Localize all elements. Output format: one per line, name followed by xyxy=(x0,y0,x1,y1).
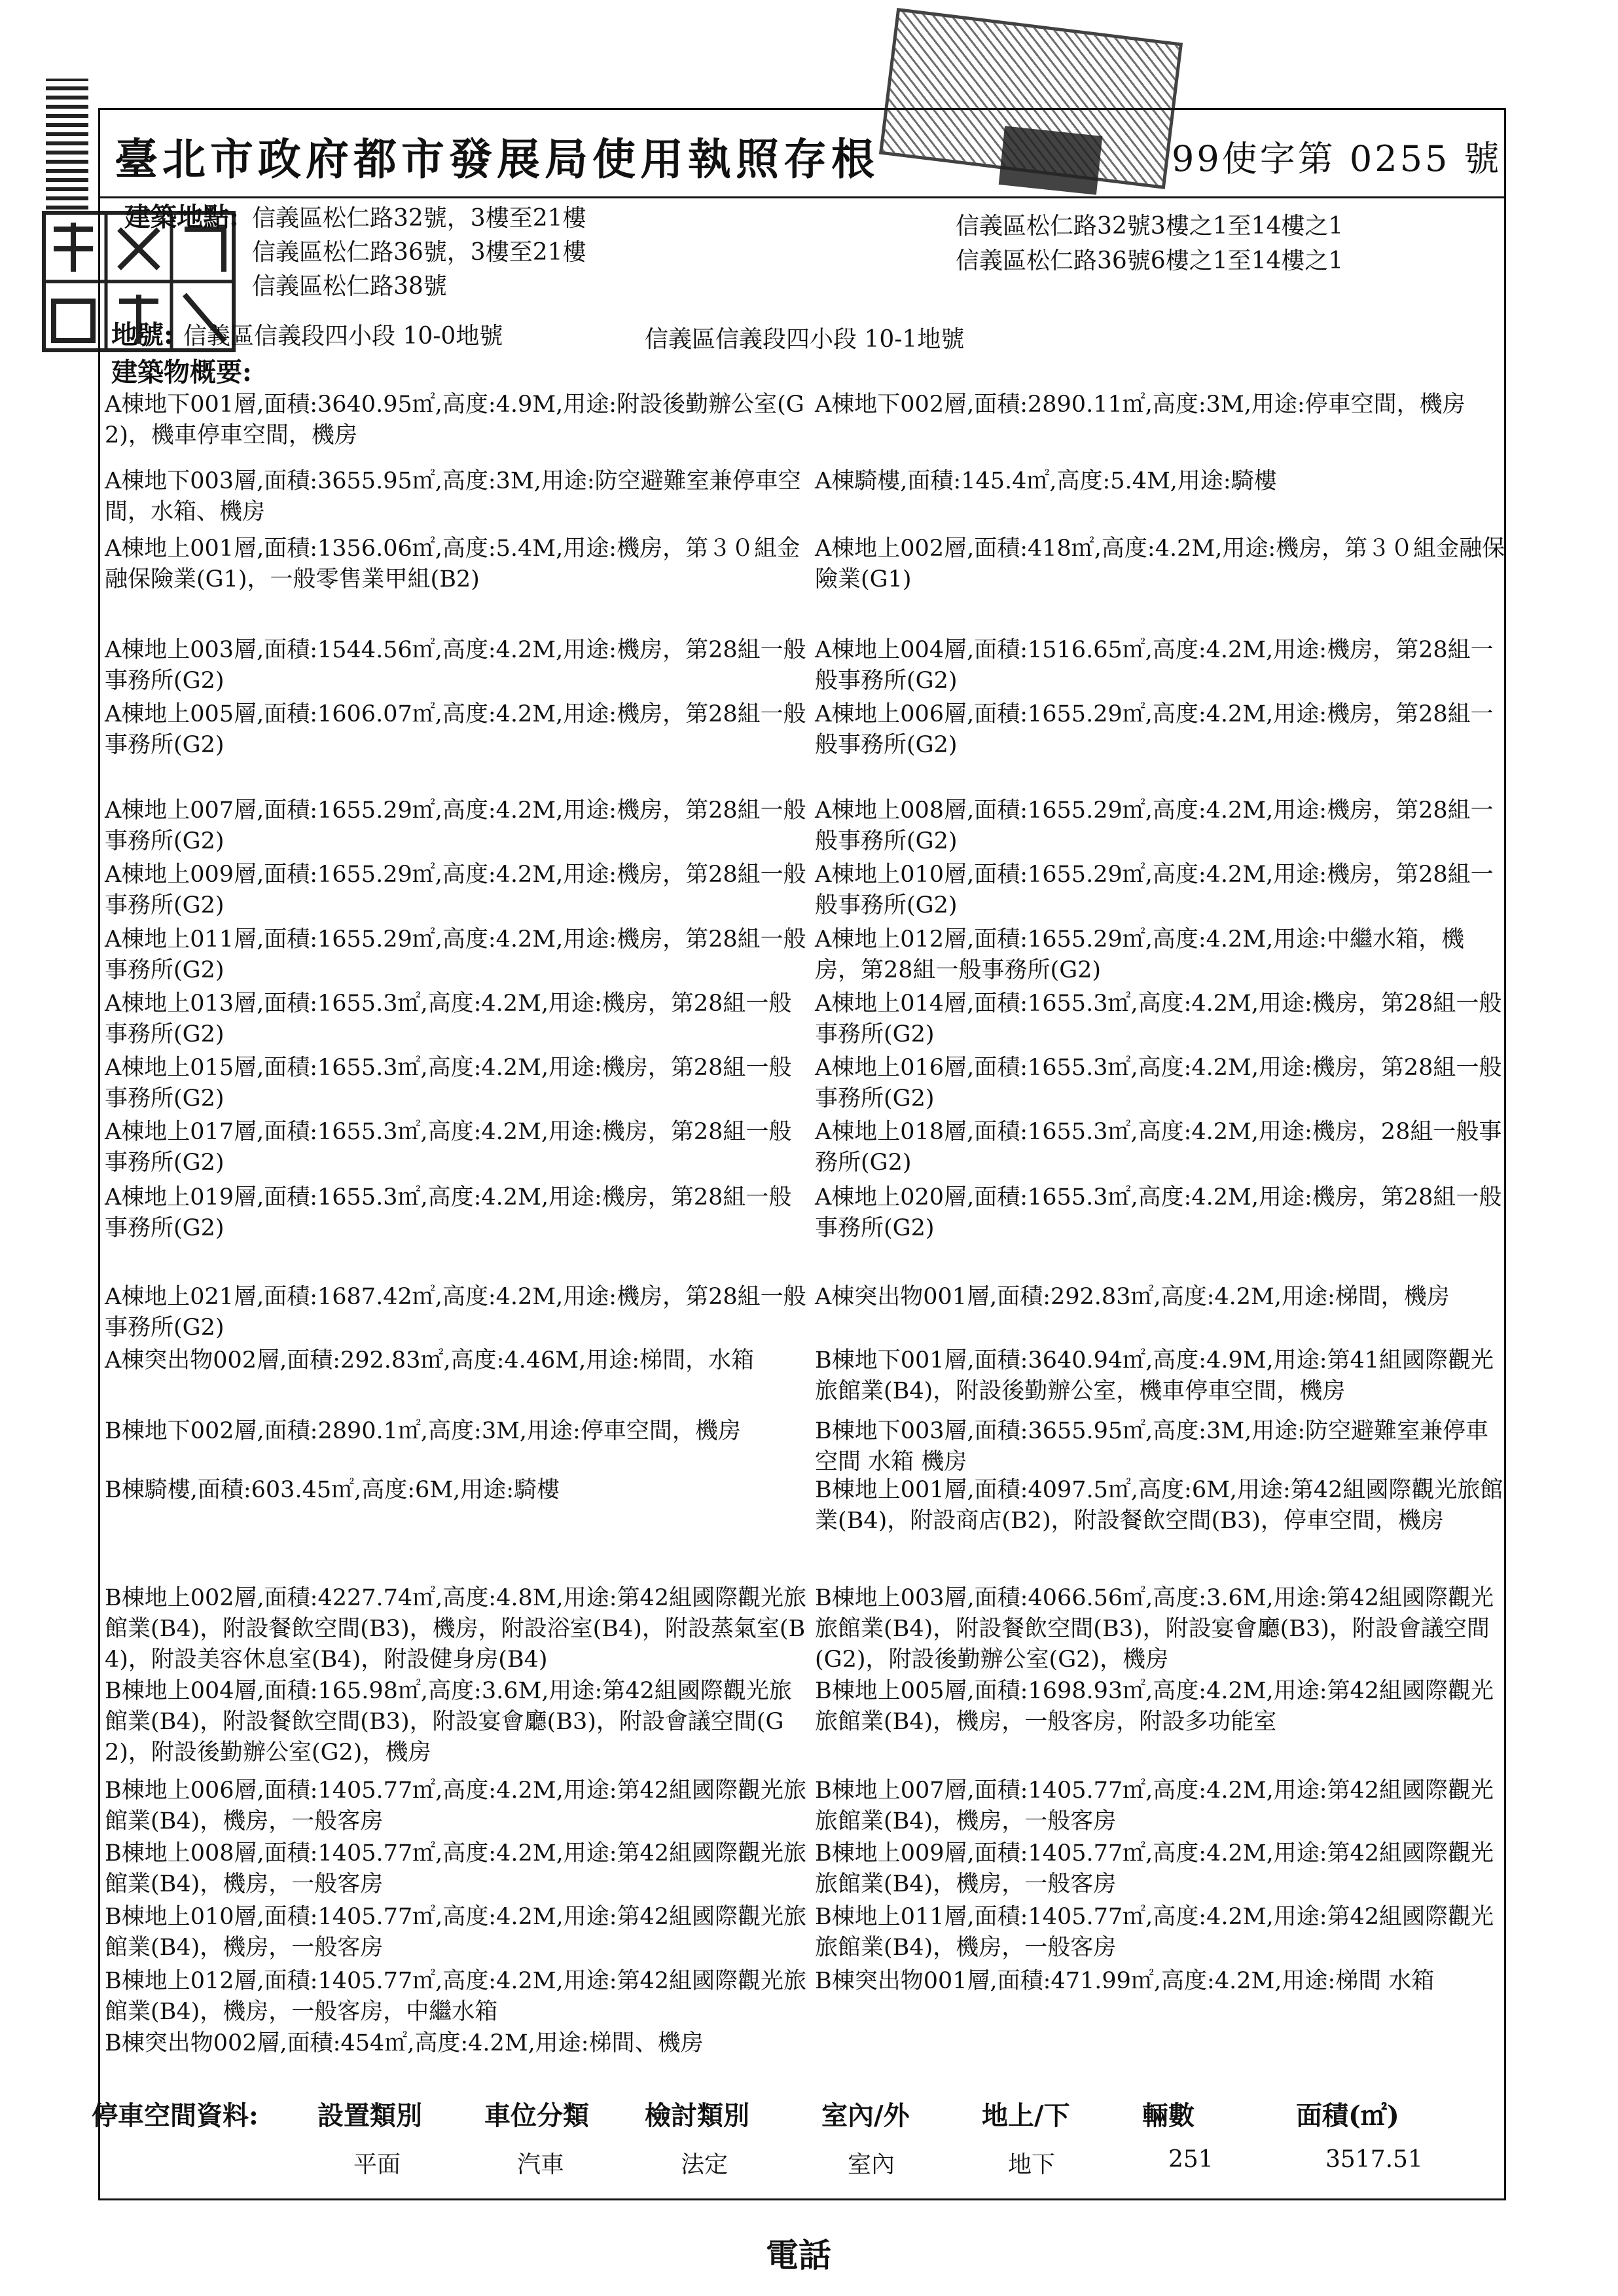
overview-right-entry: B棟地上005層,面積:1698.93㎡,高度:4.2M,用途:第42組國際觀光旅館業(B4)，機房，一般客房，附設多功能室 xyxy=(815,1678,1494,1735)
location-label: 建築地點: xyxy=(124,202,239,232)
parking-value-class: 汽車 xyxy=(517,2151,565,2178)
parking-value-type: 平面 xyxy=(353,2151,401,2178)
overview-left-entry: B棟地上006層,面積:1405.77㎡,高度:4.2M,用途:第42組國際觀光旅館業(B4)，機房，一般客房 xyxy=(105,1777,807,1834)
overview-right-entry: B棟突出物001層,面積:471.99㎡,高度:4.2M,用途:梯間 水箱 xyxy=(815,1968,1435,1994)
overview-left-entry: A棟地上005層,面積:1606.07㎡,高度:4.2M,用途:機房，第28組一般事務所(G2) xyxy=(105,701,806,758)
overview-left-entry: A棟地上003層,面積:1544.56㎡,高度:4.2M,用途:機房，第28組一般事務所(G2) xyxy=(105,637,806,694)
overview-right-entry: A棟騎樓,面積:145.4㎡,高度:5.4M,用途:騎樓 xyxy=(815,468,1277,494)
overview-left-entry: A棟地下003層,面積:3655.95㎡,高度:3M,用途:防空避難室兼停車空間，水箱、機房 xyxy=(105,468,801,525)
parking-header-indoor: 室內/外 xyxy=(821,2100,910,2131)
overview-label: 建築物概要: xyxy=(111,357,252,388)
overview-right-entry: A棟地上012層,面積:1655.29㎡,高度:4.2M,用途:中繼水箱，機房，第28組一般事務所(G2) xyxy=(815,926,1465,983)
parking-header-count: 輛數 xyxy=(1142,2100,1195,2131)
overview-right-entry: A棟突出物001層,面積:292.83㎡,高度:4.2M,用途:梯間，機房 xyxy=(815,1284,1450,1310)
overview-left-entry: A棟地上009層,面積:1655.29㎡,高度:4.2M,用途:機房，第28組一般事務所(G2) xyxy=(105,862,806,919)
overview-left-entry: B棟地下002層,面積:2890.1㎡,高度:3M,用途:停車空間，機房 xyxy=(105,1418,741,1444)
document-number: 99使字第 0255 號 xyxy=(1172,138,1502,179)
lot-right: 信義區信義段四小段 10-1地號 xyxy=(645,326,965,353)
overview-left-entry: B棟地上012層,面積:1405.77㎡,高度:4.2M,用途:第42組國際觀光旅館業(B4)，機房，一般客房，中繼水箱 xyxy=(105,1968,807,2025)
overview-left-entry: A棟地上019層,面積:1655.3㎡,高度:4.2M,用途:機房，第28組一般事務所(G2) xyxy=(105,1184,792,1241)
overview-right-entry: B棟地上007層,面積:1405.77㎡,高度:4.2M,用途:第42組國際觀光旅館業(B4)，機房，一般客房 xyxy=(815,1777,1494,1834)
overview-right-entry: B棟地上011層,面積:1405.77㎡,高度:4.2M,用途:第42組國際觀光旅館業(B4)，機房，一般客房 xyxy=(815,1904,1494,1961)
lot-left: 信義區信義段四小段 10-0地號 xyxy=(183,323,503,350)
overview-left-entry: A棟地上007層,面積:1655.29㎡,高度:4.2M,用途:機房，第28組一般事務所(G2) xyxy=(105,797,806,854)
overview-right-entry: A棟地上020層,面積:1655.3㎡,高度:4.2M,用途:機房，第28組一般事務所(G2) xyxy=(815,1184,1502,1241)
overview-right-entry: B棟地上001層,面積:4097.5㎡,高度:6M,用途:第42組國際觀光旅館業(B4)，附設商店(B2)，附設餐飲空間(B3)，停車空間，機房 xyxy=(815,1477,1503,1534)
parking-value-review: 法定 xyxy=(681,2151,728,2178)
overview-right-entry: A棟地上010層,面積:1655.29㎡,高度:4.2M,用途:機房，第28組一般事務所(G2) xyxy=(815,862,1494,919)
overview-right-entry: B棟地上009層,面積:1405.77㎡,高度:4.2M,用途:第42組國際觀光旅館業(B4)，機房，一般客房 xyxy=(815,1840,1494,1897)
lot-label: 地號: xyxy=(111,319,173,350)
location-left-line-1: 信義區松仁路32號，3樓至21樓 xyxy=(252,205,586,232)
overview-left-entry: B棟騎樓,面積:603.45㎡,高度:6M,用途:騎樓 xyxy=(105,1477,560,1503)
overview-left-entry: A棟地上021層,面積:1687.42㎡,高度:4.2M,用途:機房，第28組一般事務所(G2) xyxy=(105,1284,806,1341)
location-left-line-3: 信義區松仁路38號 xyxy=(252,273,447,300)
overview-right-entry: B棟地下003層,面積:3655.95㎡,高度:3M,用途:防空避難室兼停車空間 水箱 機房 xyxy=(815,1418,1489,1475)
location-right-line-1: 信義區松仁路32號3樓之1至14樓之1 xyxy=(956,213,1344,240)
overview-left-entry: A棟地上017層,面積:1655.3㎡,高度:4.2M,用途:機房，第28組一般事務所(G2) xyxy=(105,1119,792,1176)
phone-mark xyxy=(766,2229,831,2276)
overview-right-entry: A棟地上018層,面積:1655.3㎡,高度:4.2M,用途:機房，28組一般事務所(G2) xyxy=(815,1119,1502,1176)
overview-left-entry: B棟地上002層,面積:4227.74㎡,高度:4.8M,用途:第42組國際觀光旅館業(B4)，附設餐飲空間(B3)，機房，附設浴室(B4)，附設蒸氣室(B4)，附設美容休息室(B4)，附設健身房(B4) xyxy=(105,1585,807,1673)
overview-left-entry: A棟地下001層,面積:3640.95㎡,高度:4.9M,用途:附設後勤辦公室(G2)，機車停車空間，機房 xyxy=(105,392,804,448)
parking-value-level: 地下 xyxy=(1008,2151,1056,2178)
overview-left-entry: A棟地上015層,面積:1655.3㎡,高度:4.2M,用途:機房，第28組一般事務所(G2) xyxy=(105,1055,792,1112)
left-margin-mark xyxy=(46,79,88,210)
overview-right-entry: A棟地上004層,面積:1516.65㎡,高度:4.2M,用途:機房，第28組一般事務所(G2) xyxy=(815,637,1494,694)
overview-left-entry: B棟地上008層,面積:1405.77㎡,高度:4.2M,用途:第42組國際觀光旅館業(B4)，機房，一般客房 xyxy=(105,1840,807,1897)
document-title: 臺北市政府都市發展局使用執照存根 xyxy=(115,134,879,185)
overview-right-entry: A棟地上006層,面積:1655.29㎡,高度:4.2M,用途:機房，第28組一般事務所(G2) xyxy=(815,701,1494,758)
overview-left-entry: A棟地上001層,面積:1356.06㎡,高度:5.4M,用途:機房，第３０組金融保險業(G1)，一般零售業甲組(B2) xyxy=(105,536,800,592)
overview-right-entry: B棟地上003層,面積:4066.56㎡,高度:3.6M,用途:第42組國際觀光旅館業(B4)，附設餐飲空間(B3)，附設宴會廳(B3)，附設會議空間(G2)，附設後勤辦公室(G2)，機房 xyxy=(815,1585,1494,1673)
location-left-line-2: 信義區松仁路36號，3樓至21樓 xyxy=(252,239,586,266)
parking-header-class: 車位分類 xyxy=(484,2100,589,2131)
header-divider xyxy=(98,196,1504,198)
parking-value-area: 3517.51 xyxy=(1325,2146,1423,2173)
overview-right-entry: A棟地上016層,面積:1655.3㎡,高度:4.2M,用途:機房，第28組一般事務所(G2) xyxy=(815,1055,1502,1112)
phone-mark-text: 電話 xyxy=(766,2236,831,2274)
overview-right-entry: B棟地下001層,面積:3640.94㎡,高度:4.9M,用途:第41組國際觀光旅館業(B4)，附設後勤辦公室，機車停車空間，機房 xyxy=(815,1347,1494,1404)
parking-value-count: 251 xyxy=(1168,2146,1214,2173)
overview-left-entry: A棟地上011層,面積:1655.29㎡,高度:4.2M,用途:機房，第28組一般事務所(G2) xyxy=(105,926,806,983)
overview-left-entry: A棟突出物002層,面積:292.83㎡,高度:4.46M,用途:梯間，水箱 xyxy=(105,1347,755,1374)
location-right-line-2: 信義區松仁路36號6樓之1至14樓之1 xyxy=(956,247,1344,274)
overview-left-entry: B棟地上004層,面積:165.98㎡,高度:3.6M,用途:第42組國際觀光旅館業(B4)，附設餐飲空間(B3)，附設宴會廳(B3)，附設會議空間(G2)，附設後勤辦公室(G2)，機房 xyxy=(105,1678,792,1766)
overview-right-entry: A棟地下002層,面積:2890.11㎡,高度:3M,用途:停車空間，機房 xyxy=(815,392,1465,418)
overview-right-entry: A棟地上014層,面積:1655.3㎡,高度:4.2M,用途:機房，第28組一般事務所(G2) xyxy=(815,991,1502,1048)
parking-header-type: 設置類別 xyxy=(317,2100,422,2131)
overview-right-entry: A棟地上002層,面積:418㎡,高度:4.2M,用途:機房，第３０組金融保險業(G1) xyxy=(815,536,1505,592)
overview-left-entry: B棟地上010層,面積:1405.77㎡,高度:4.2M,用途:第42組國際觀光旅館業(B4)，機房，一般客房 xyxy=(105,1904,807,1961)
parking-label: 停車空間資料: xyxy=(92,2100,259,2131)
overview-left-entry: B棟突出物002層,面積:454㎡,高度:4.2M,用途:梯間、機房 xyxy=(105,2030,704,2056)
parking-header-review: 檢討類別 xyxy=(645,2100,749,2131)
parking-header-level: 地上/下 xyxy=(982,2100,1070,2131)
parking-value-indoor: 室內 xyxy=(848,2151,895,2178)
parking-header-area: 面積(㎡) xyxy=(1296,2100,1399,2131)
overview-left-entry: A棟地上013層,面積:1655.3㎡,高度:4.2M,用途:機房，第28組一般事務所(G2) xyxy=(105,991,792,1048)
overview-right-entry: A棟地上008層,面積:1655.29㎡,高度:4.2M,用途:機房，第28組一般事務所(G2) xyxy=(815,797,1494,854)
